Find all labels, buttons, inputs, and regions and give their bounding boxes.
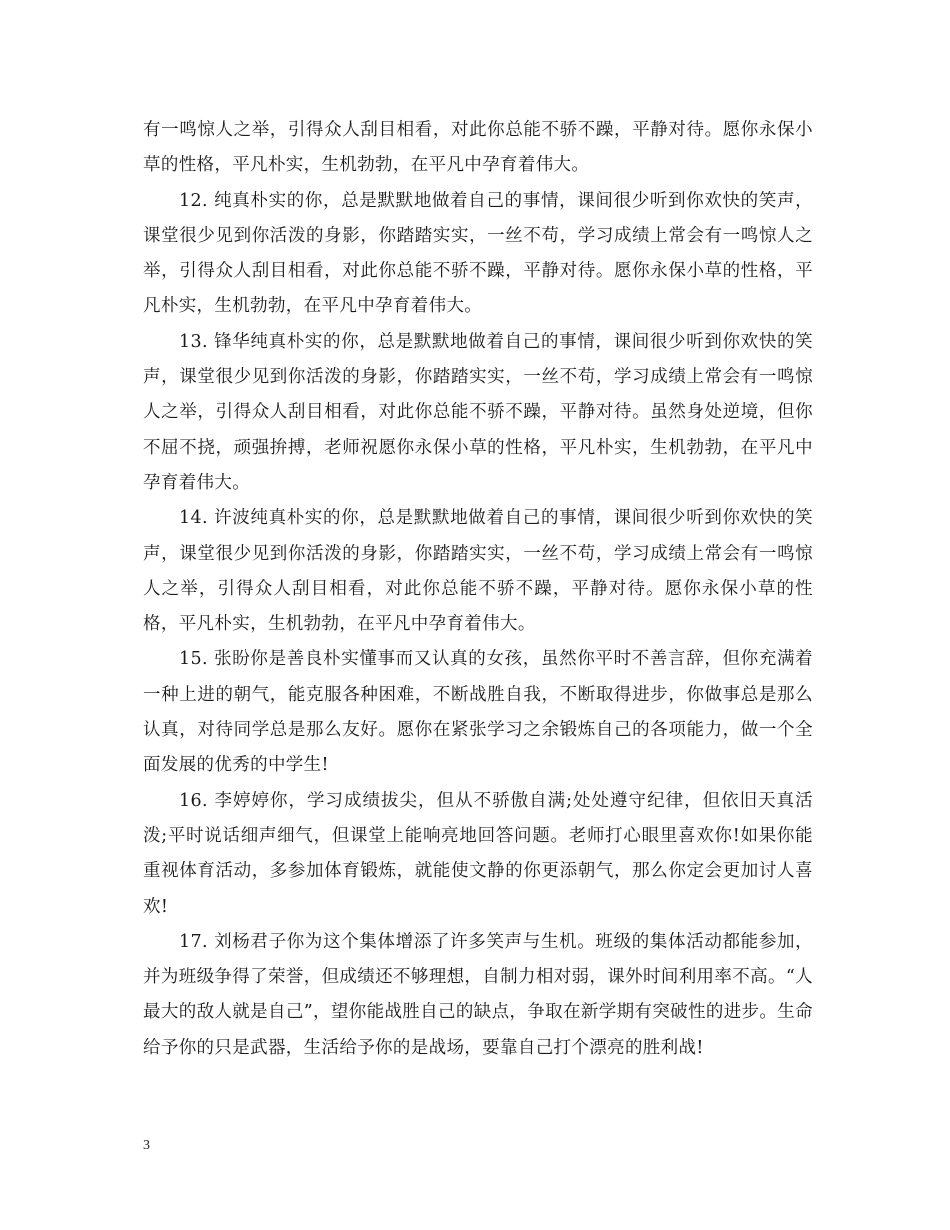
paragraph-item-17: 17. 刘杨君子你为这个集体增添了许多笑声与生机。班级的集体活动都能参加，并为班级争得了荣誉，但成绩还不够理想，自制力相对弱，课外时间利用率不高。“人最大的敌人就是自己”，望你能战胜自己的缺点，争取在新学期有突破性的进步。生命给予你的只是武器，生活给予你的是战场，要靠自己打个漂亮的胜利战! — [143, 931, 813, 1058]
paragraph-continuation: 有一鸣惊人之举，引得众人刮目相看，对此你总能不骄不躁，平静对待。愿你永保小草的性格，平凡朴实，生机勃勃，在平凡中孕育着伟大。 — [143, 120, 813, 176]
paragraph-item-13: 13. 锋华纯真朴实的你，总是默默地做着自己的事情，课间很少听到你欢快的笑声，课堂很少见到你活泼的身影，你踏踏实实，一丝不苟，学习成绩上常会有一鸣惊人之举，引得众人刮目相看，对此你总能不骄不躁，平静对待。虽然身处逆境，但你不屈不挠，顽强拚搏，老师祝愿你永保小草的性格，平凡朴实，生机勃勃，在平凡中孕育着伟大。 — [143, 331, 813, 493]
paragraph-item-14: 14. 许波纯真朴实的你，总是默默地做着自己的事情，课间很少听到你欢快的笑声，课堂很少见到你活泼的身影，你踏踏实实，一丝不苟，学习成绩上常会有一鸣惊人之举，引得众人刮目相看，对此你总能不骄不躁，平静对待。愿你永保小草的性格，平凡朴实，生机勃勃，在平凡中孕育着伟大。 — [143, 508, 813, 635]
paragraph-item-15: 15. 张盼你是善良朴实懂事而又认真的女孩，虽然你平时不善言辞，但你充满着一种上进的朝气，能克服各种困难，不断战胜自我，不断取得进步，你做事总是那么认真，对待同学总是那么友好。愿你在紧张学习之余锻炼自己的各项能力，做一个全面发展的优秀的中学生! — [143, 649, 813, 776]
paragraph-item-12: 12. 纯真朴实的你，总是默默地做着自己的事情，课间很少听到你欢快的笑声，课堂很少见到你活泼的身影，你踏踏实实，一丝不苟，学习成绩上常会有一鸣惊人之举，引得众人刮目相看，对此你总能不骄不躁，平静对待。愿你永保小草的性格，平凡朴实，生机勃勃，在平凡中孕育着伟大。 — [143, 190, 813, 317]
document-body — [143, 113, 813, 1066]
paragraph-item-16: 16. 李婷婷你，学习成绩拔尖，但从不骄傲自满;处处遵守纪律，但依旧天真活泼;平时说话细声细气，但课堂上能响亮地回答问题。老师打心眼里喜欢你!如果你能重视体育活动，多参加体育锻炼，就能使文静的你更添朝气，那么你定会更加讨人喜欢! — [143, 790, 813, 917]
page-number: 3 — [143, 1138, 150, 1153]
